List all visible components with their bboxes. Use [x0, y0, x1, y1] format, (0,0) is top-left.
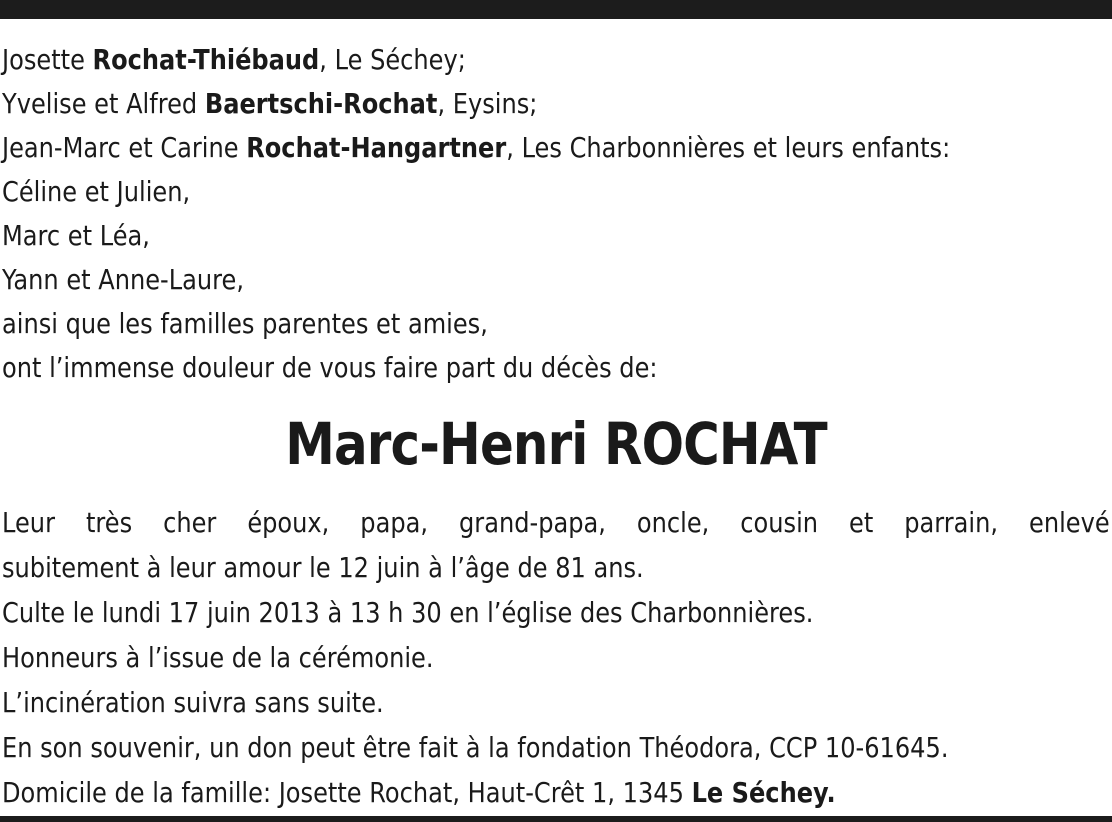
tribute-line-2: subitement à leur amour le 12 juin à l’âge de 81 ans.	[2, 551, 644, 584]
family-line-2: Yvelise et Alfred Baertschi-Rochat, Eysins;	[2, 87, 538, 120]
address-line: Domicile de la famille: Josette Rochat, Haut-Crêt 1, 1345 Le Séchey.	[2, 776, 836, 809]
tribute-line-1: Leur très cher époux, papa, grand-papa, oncle, cousin et parrain, enlevé	[2, 506, 1110, 539]
family-surname-3: Rochat-Hangartner	[246, 131, 507, 164]
family-surname-1: Rochat-Thiébaud	[92, 43, 320, 76]
family-line-3: Jean-Marc et Carine Rochat-Hangartner, Les Charbonnières et leurs enfants:	[2, 131, 951, 164]
announcement-line: ont l’immense douleur de vous faire part du décès de:	[2, 351, 658, 384]
service-line: Culte le lundi 17 juin 2013 à 13 h 30 en l’église des Charbonnières.	[2, 596, 814, 629]
child-line-3: Yann et Anne-Laure,	[2, 263, 245, 296]
obituary-notice	[2, 38, 1110, 815]
relatives-line: ainsi que les familles parentes et amies,	[2, 307, 488, 340]
donation-line: En son souvenir, un don peut être fait à la fondation Théodora, CCP 10-61645.	[2, 731, 949, 764]
child-line-1: Céline et Julien,	[2, 175, 191, 208]
family-surname-2: Baertschi-Rochat	[204, 87, 438, 120]
deceased-name: Marc-Henri ROCHAT	[285, 410, 827, 478]
top-rule	[0, 0, 1112, 19]
honours-line: Honneurs à l’issue de la cérémonie.	[2, 641, 434, 674]
bottom-rule	[0, 816, 1112, 822]
family-line-1: Josette Rochat-Thiébaud, Le Séchey;	[2, 43, 466, 76]
address-locality: Le Séchey.	[691, 776, 836, 809]
child-line-2: Marc et Léa,	[2, 219, 150, 252]
cremation-line: L’incinération suivra sans suite.	[2, 686, 384, 719]
